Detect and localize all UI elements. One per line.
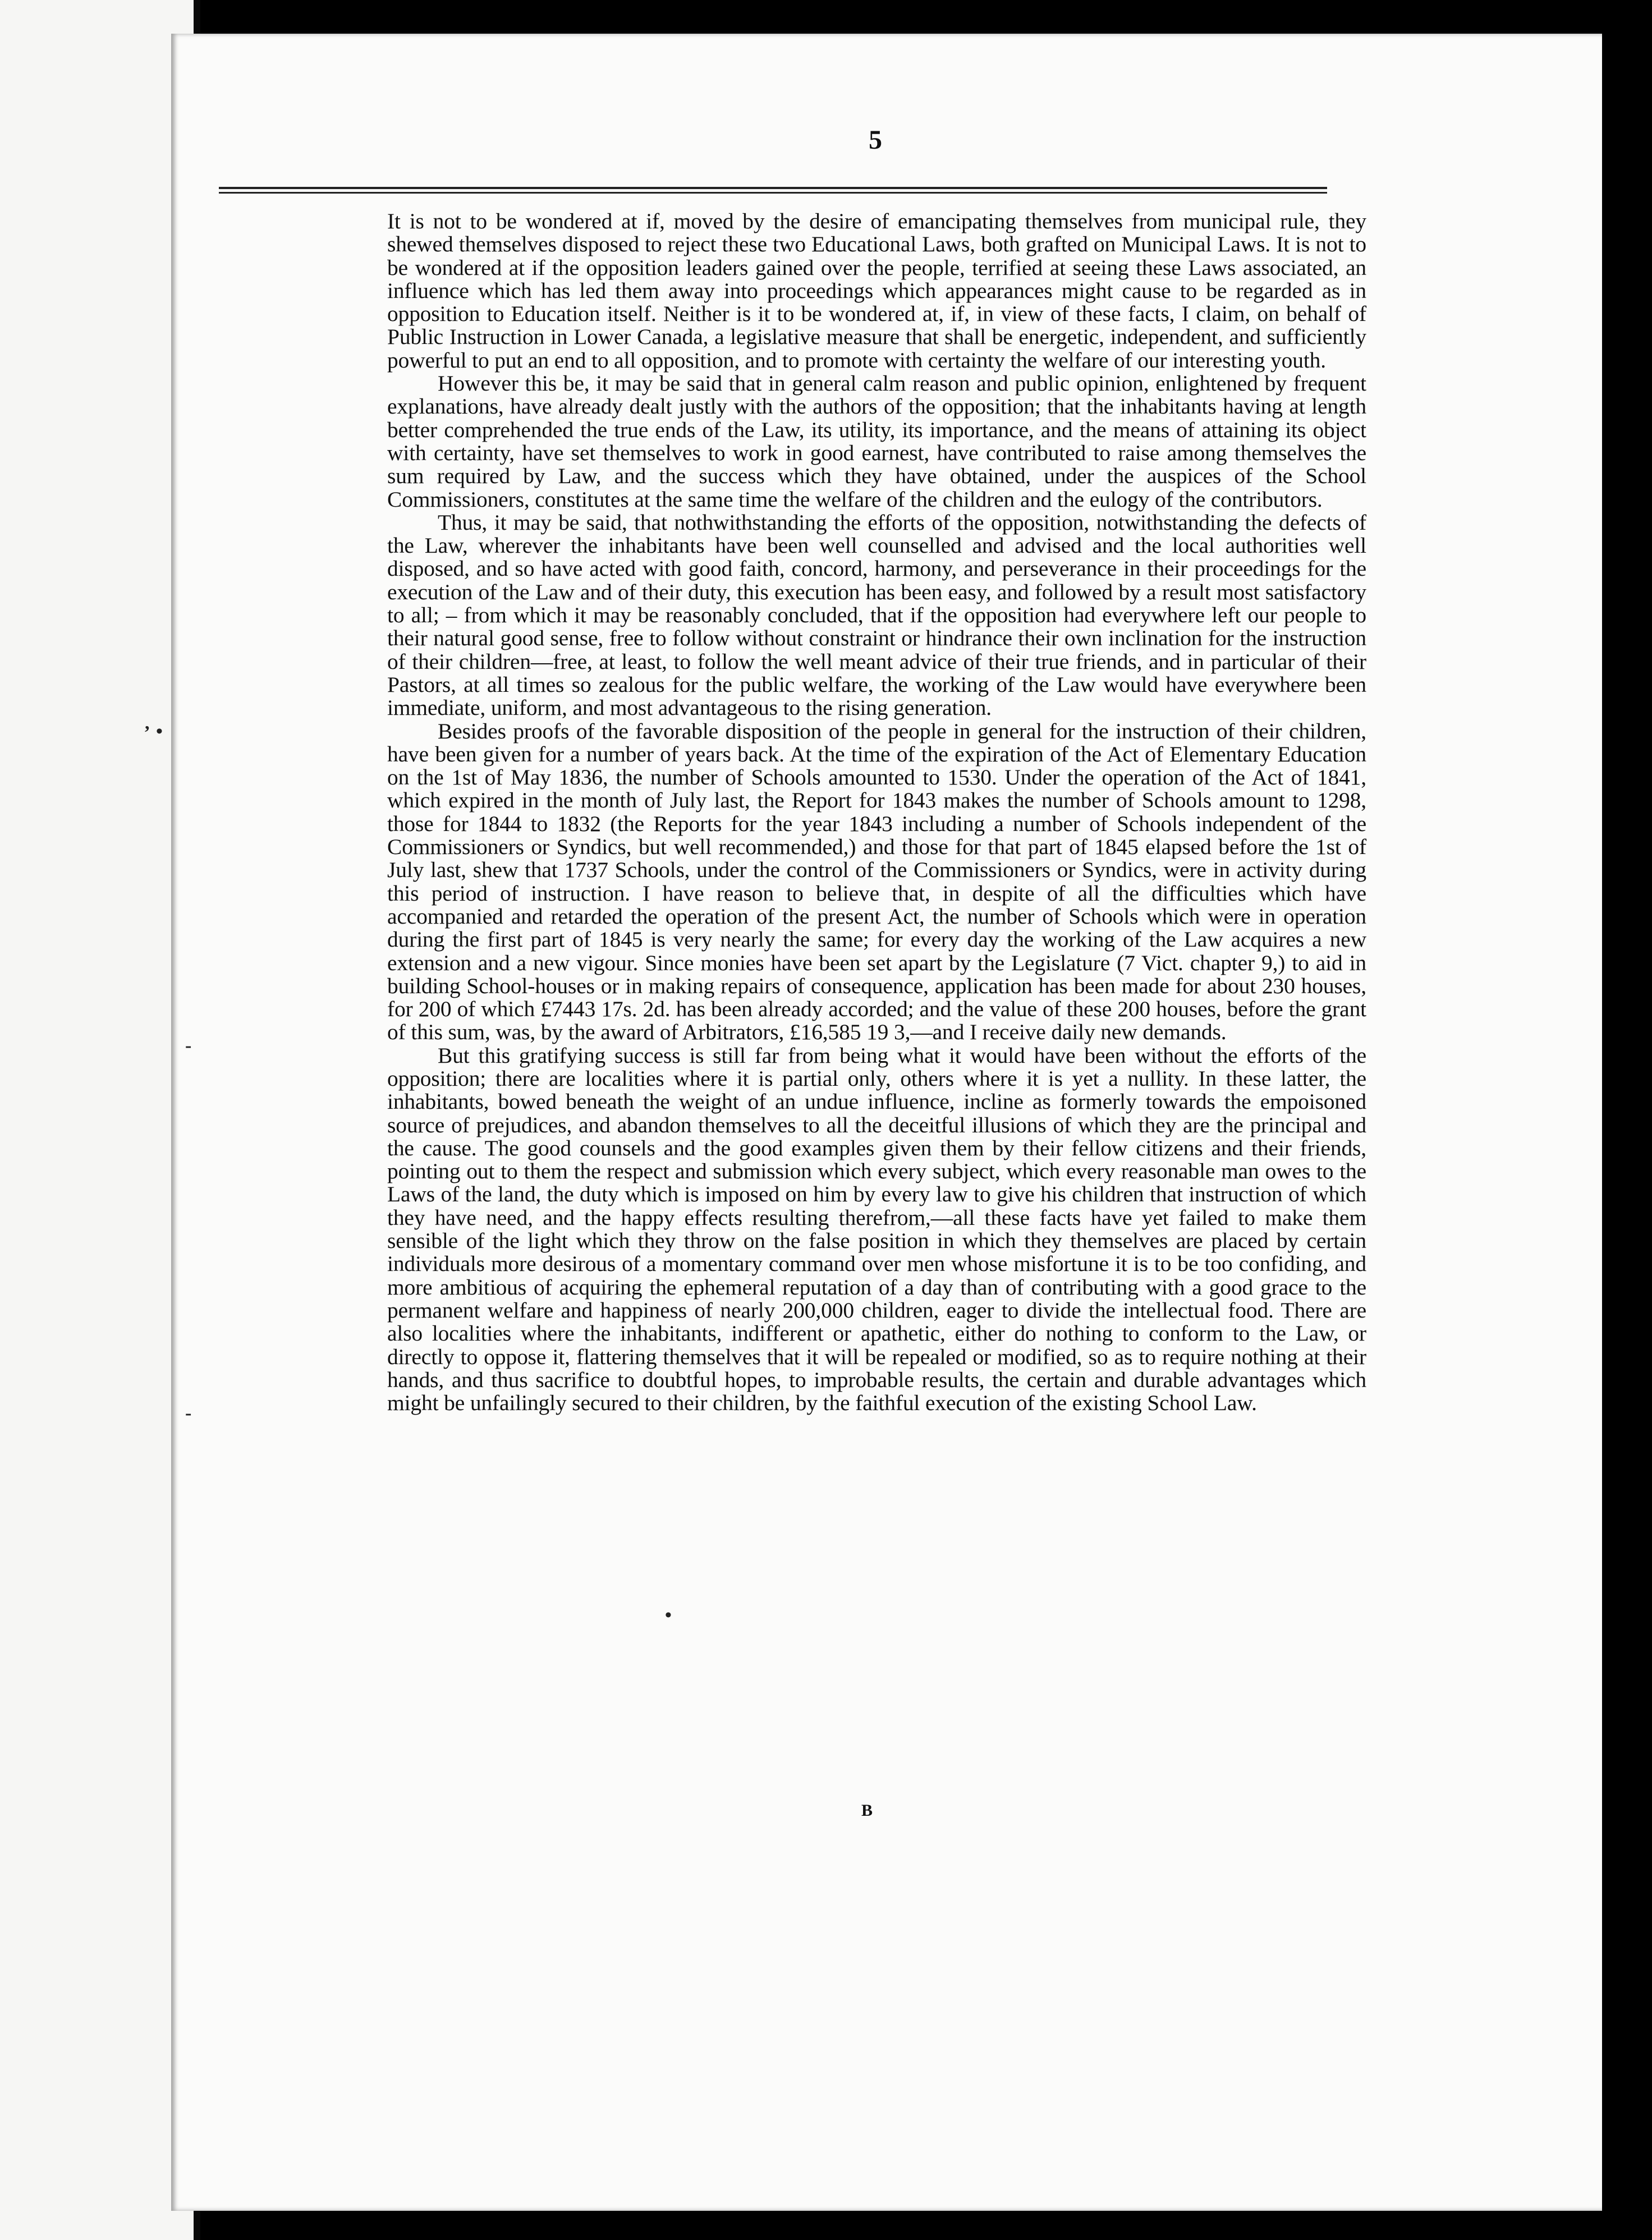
paragraph: It is not to be wondered at if, moved by the desire of emancipating themselves from municipal rule, they shewed themselves disposed to reject these two Educational Laws, both grafted on Municipal Laws. It is not to be wondered at if the opposition leaders gained over the people, terrified at seeing these Laws associated, an influence which has led them away into proceedings which appearances might cause to be regarded as in opposition to Education itself. Neither is it to be wondered at, if, in view of these facts, I claim, on behalf of Public Instruction in Lower Canada, a legislative measure that shall be energetic, independent, and sufficiently powerful to put an end to all opposition, and to promote with certainty the welfare of our interesting youth.: [387, 209, 1366, 373]
margin-mark: -: [185, 1403, 192, 1424]
paragraph: However this be, it may be said that in general calm reason and public opinion, enlightened by frequent explanations, have already dealt justly with the authors of the opposition; that the inhabitants having at length better comprehended the true ends of the Law, its utility, its importance, and the means of attaining its object with certainty, have set themselves to work in good earnest, have contributed to raise among themselves the sum required by Law, and the success which they have obtained, under the auspices of the School Commissioners, constitutes at the same time the welfare of the children and the eulogy of the contributors.: [387, 371, 1366, 512]
paragraph: Thus, it may be said, that nothwithstanding the efforts of the opposition, notwithstanding the defects of the Law, wherever the inhabitants have been well counselled and advised and the local authorities well disposed, and so have acted with good faith, concord, harmony, and perseverance in their proceedings for the execution of the Law and of their duty, this execution has been easy, and followed by a result most satisfactory to all; – from which it may be reasonably concluded, that if the opposition had everywhere left our people to their natural good sense, free to follow without constraint or hindrance their own inclination for the instruction of their children—free, at least, to follow the well meant advice of their true friends, and in particular of their Pastors, at all times so zealous for the public welfare, the working of the Law would have everywhere been immediate, uniform, and most advantageous to the rising generation.: [387, 509, 1366, 720]
body-text: [387, 210, 1366, 1415]
paragraph: But this gratifying success is still far from being what it would have been without the efforts of the opposition; there are localities where it is partial only, others where it is yet a nullity. In these latter, the inhabitants, bowed beneath the weight of an undue influence, incline as formerly towards the empoisoned source of prejudices, and abandon themselves to all the deceitful illusions of which they are the principal and the cause. The good counsels and the good examples given them by their fellow citizens and their friends, pointing out to them the respect and submission which every subject, which every reasonable man owes to the Laws of the land, the duty which is imposed on him by every law to give his children that instruction of which they have need, and the happy effects resulting therefrom,—all these facts have yet failed to make them sensible of the light which they throw on the false position in which they themselves are placed by certain individuals more desirous of a momentary command over men whose misfortune it is to be too confiding, and more ambitious of acquiring the ephemeral reputation of a day than of contributing with a good grace to the permanent welfare and happiness of nearly 200,000 children, eager to divide the intellectual food. There are also localities where the inhabitants, indifferent or apathetic, either do nothing to conform to the Law, or directly to oppose it, flattering themselves that it will be repealed or modified, so as to require nothing at their hands, and thus sacrifice to doubtful hopes, to improbable results, the certain and durable advantages which might be unfailingly secured to their children, by the faithful execution of the existing School Law.: [387, 1043, 1366, 1416]
paragraph: Besides proofs of the favorable disposition of the people in general for the instruction of their children, have been given for a number of years back. At the time of the expiration of the Act of Elementary Education on the 1st of May 1836, the number of Schools amounted to 1530. Under the operation of the Act of 1841, which expired in the month of July last, the Report for 1843 makes the number of Schools amount to 1298, those for 1844 to 1832 (the Reports for the year 1843 including a number of Schools independent of the Commissioners or Syndics, but well recommended,) and those for that part of 1845 elapsed before the 1st of July last, shew that 1737 Schools, under the control of the Commissioners or Syndics, were in activity during this period of instruction. I have reason to believe that, in despite of all the difficulties which have accompanied and retarded the operation of the present Act, the number of Schools which were in operation during the first part of 1845 is very nearly the same; for every day the working of the Law acquires a new extension and a new vigour. Since monies have been set apart by the Legislature (7 Vict. chapter 9,) to aid in building School-houses or in making repairs of consequence, application has been made for about 230 houses, for 200 of which £7443 17s. 2d. has been already accorded; and the value of these 200 houses, before the grant of this sum, was, by the award of Arbitrators, £16,585 19 3,—and I receive daily new demands.: [387, 718, 1366, 1045]
facing-page: [0, 0, 194, 2240]
signature-mark: B: [861, 1801, 873, 1820]
header-rule-secondary: [219, 192, 1327, 194]
page-number: 5: [869, 125, 882, 155]
margin-mark: •: [665, 1605, 672, 1626]
header-rule: [219, 187, 1327, 189]
margin-mark: •: [156, 721, 163, 742]
margin-mark: ,: [145, 713, 150, 733]
margin-mark: -: [185, 1035, 192, 1056]
